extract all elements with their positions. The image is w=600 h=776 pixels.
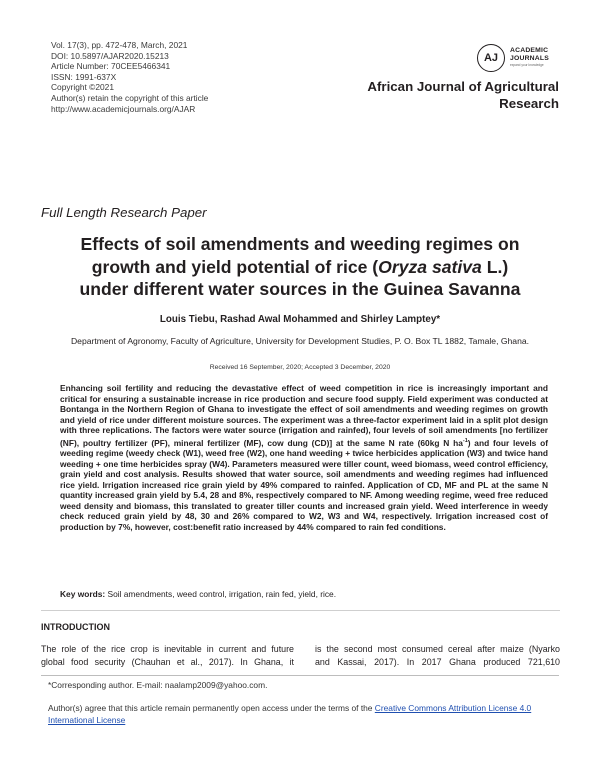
meta-retain: Author(s) retain the copyright of this article [51, 92, 209, 103]
academic-journals-logo [477, 44, 567, 78]
introduction-heading: INTRODUCTION [41, 622, 110, 632]
journal-name-line1: African Journal of Agricultural [367, 79, 559, 94]
meta-volume: Vol. 17(3), pp. 472-478, March, 2021 [51, 40, 188, 50]
meta-issn: ISSN: 1991-637X [51, 71, 117, 82]
intro-right-line1: is the second most consumed cereal after maize (Nyarko [315, 644, 560, 654]
keywords [60, 589, 548, 599]
title-line2 [40, 256, 560, 279]
logo-line1: ACADEMIC [510, 47, 549, 54]
title-line1: Effects of soil amendments and weeding regimes on [80, 234, 520, 254]
license-link[interactable]: Creative Commons Attribution License 4.0 International License [48, 703, 532, 725]
intro-column-right [315, 643, 560, 670]
title-line3: under different water sources in the Guinea Savanna [79, 279, 521, 300]
paper-title [40, 233, 560, 301]
abstract-part2: ) and four levels of weeding regime (weedy check (W1), weed free (W2), one hand weeding + twice herbicides application (W3) and twice hand weeding + one time herbicides spray (W4). Parameters measured were tiller count, weed biomass, weed control efficiency, grain yield and cost analysis. Results showed that water source, soil amendments and weeding regimes had influenced rice yield. Irrigation increased rice grain yield by 49% compared to rainfed. Application of CD, MF and PL at the same N quantity increased grain yield by 5.4, 28 and 8%, respectively compared to NF. Among weeding regime, weed free reduced weed density and biomass, this translated to greater tiller counts and increased grain yield. Weed interference in weedy check reduced grain yield by 48, 30 and 26% compared to W2, W3 and W4, respectively. Irrigation increased cost of production by 7%, however, cost:benefit ratio increased by 44% compared to rain fed conditions. [60, 437, 548, 532]
title-line2-pre: growth and yield potential of rice ( [91, 256, 379, 277]
journal-name [329, 78, 559, 113]
title-line2-post: L.) [481, 256, 509, 277]
abstract-part1: Enhancing soil fertility and reducing the devastative effect of weed competition in rice is increasingly important and critical for ensuring a sustainable increase in rice production and secure food supply. Field experiment was conducted at Bontanga in the Northern Region of Ghana to investigate the effect of soil amendments and weeding regimes on growth and yield of rice under different moisture sources. The experiment was a three-factor experiment laid in a split plot design with three replications. The factors were water source (irrigation and rainfed), four levels of soil amendments [no fertilizer (NF), poultry fertilizer (PF), mineral fertilizer (MF), cow dung (CD)] at the same N rate (60kg N ha [60, 383, 548, 448]
logo-tagline: expand your knowledge [510, 63, 544, 67]
intro-left-line2: global food security (Chauhan et al., 2017). In Ghana, it [41, 657, 294, 668]
author-list: Louis Tiebu, Rashad Awal Mohammed and Shirley Lamptey* [159, 314, 441, 325]
logo-initials: AJ [477, 44, 505, 72]
intro-column-left [41, 643, 294, 670]
keywords-label: Key words: [60, 589, 106, 599]
license-text: Author(s) agree that this article remain permanently open access under the terms of the [48, 703, 375, 713]
received-dates: Received 16 September, 2020; Accepted 3 December, 2020 [209, 364, 391, 371]
meta-url[interactable]: http://www.academicjournals.org/AJAR [51, 103, 196, 114]
meta-doi: DOI: 10.5897/AJAR2020.15213 [51, 50, 169, 61]
abstract [60, 383, 548, 532]
journal-name-line2: Research [499, 96, 559, 112]
article-metadata [51, 40, 208, 114]
intro-left-line1: The role of the rice crop is inevitable in current and future [41, 644, 294, 654]
license-notice [48, 703, 560, 726]
footnote-divider [41, 675, 559, 676]
title-species: Oryza sativa [378, 256, 482, 277]
paper-type: Full Length Research Paper [41, 205, 207, 220]
logo-wordmark [510, 47, 549, 62]
keywords-text: Soil amendments, weed control, irrigation, rain fed, yield, rice. [105, 589, 337, 599]
meta-copyright: Copyright ©2021 [51, 82, 114, 93]
intro-right-line2: and Kassai, 2017). In 2017 Ghana produced 721,610 [315, 657, 560, 668]
abstract-sup: -1 [462, 437, 468, 444]
meta-article-number: Article Number: 70CEE5466341 [51, 61, 171, 72]
logo-line2: JOURNALS [510, 54, 549, 62]
affiliation: Department of Agronomy, Faculty of Agriculture, University for Development Studies, P. O. Box TL 1882, Tamale, Ghana. [70, 336, 530, 346]
corresponding-author: *Corresponding author. E-mail: naalamp2009@yahoo.com. [48, 680, 268, 690]
section-divider [41, 610, 560, 611]
